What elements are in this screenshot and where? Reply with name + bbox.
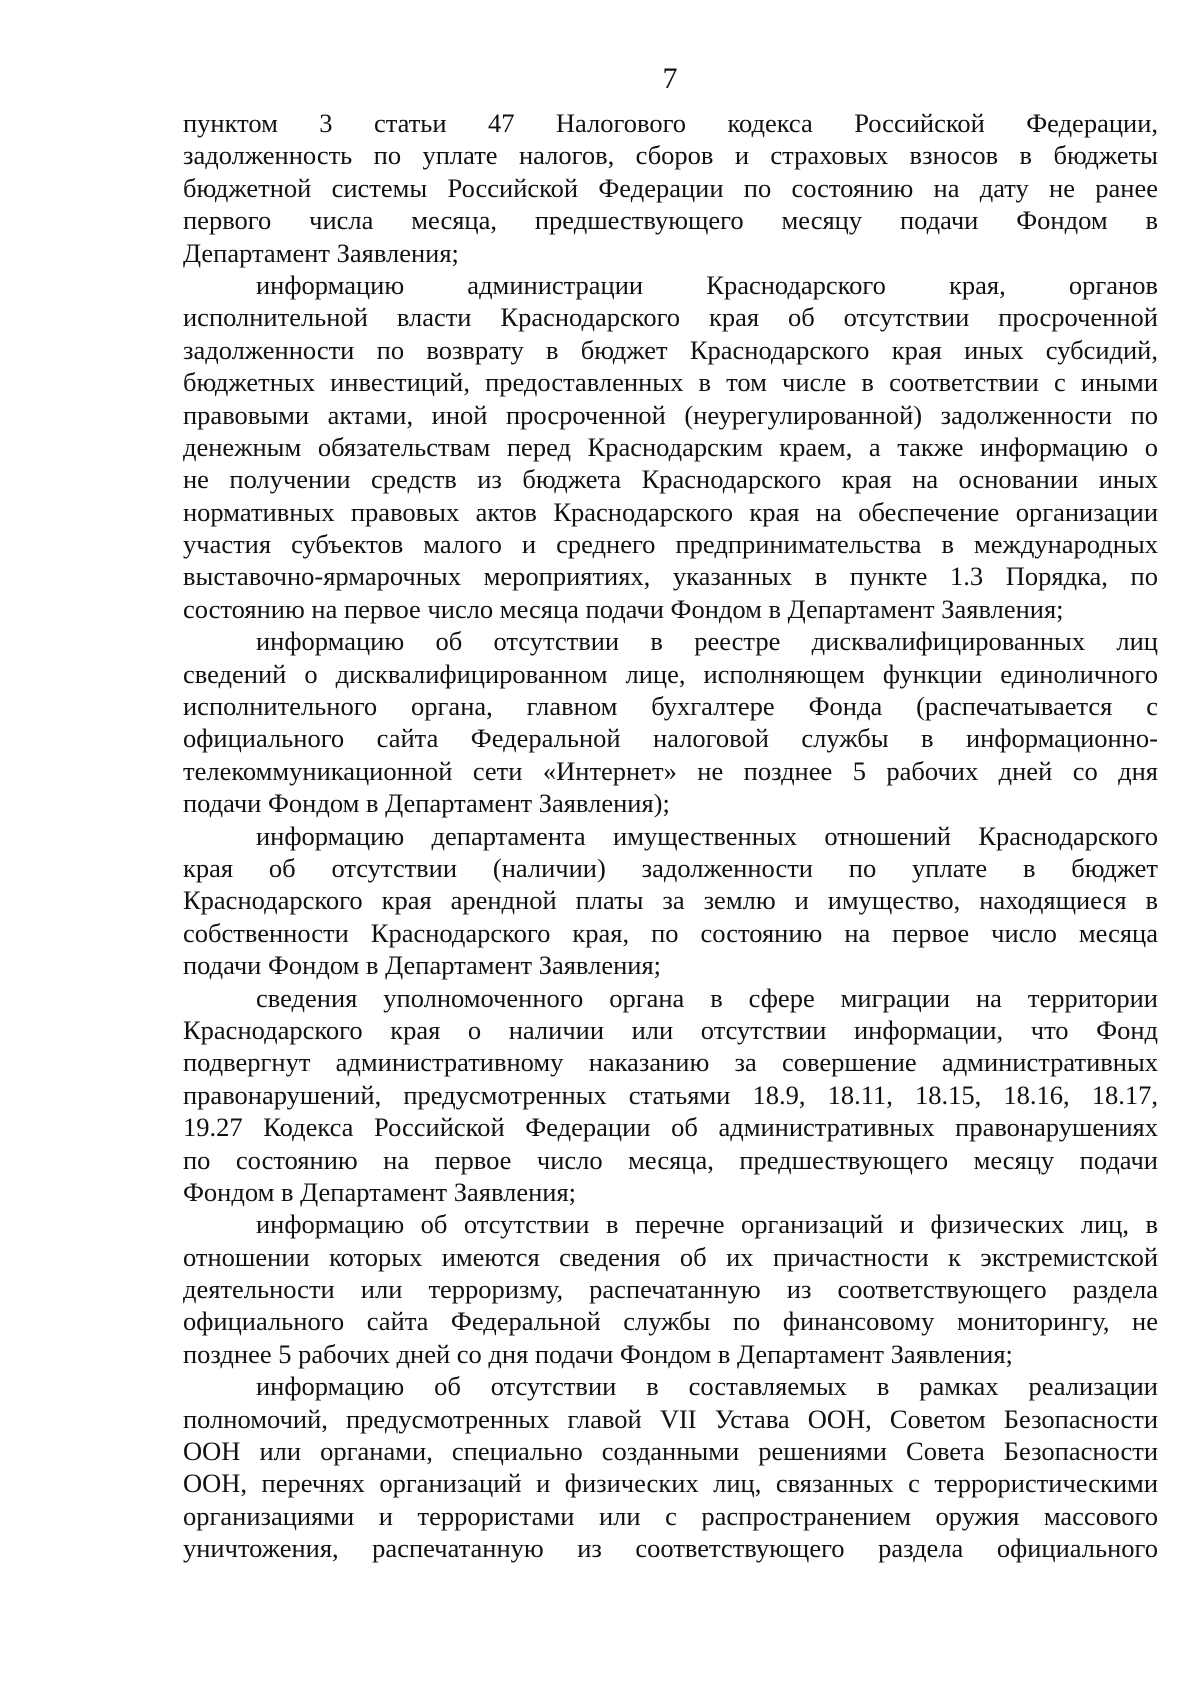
text-line: Департамент Заявления; — [183, 237, 459, 268]
text-line: организациями и террористами или с распространением оружия массового — [183, 1500, 1158, 1531]
document-body — [183, 107, 1158, 1565]
text-line: состоянию на первое число месяца подачи Фондом в Департамент Заявления; — [183, 593, 1064, 624]
text-line: телекоммуникационной сети «Интернет» не позднее 5 рабочих дней со дня — [183, 755, 1158, 786]
text-line: первого числа месяца, предшествующего месяцу подачи Фондом в — [183, 205, 1158, 236]
text-line: края об отсутствии (наличии) задолженности по уплате в бюджет — [183, 852, 1158, 883]
text-line: полномочий, предусмотренных главой VII Устава ООН, Советом Безопасности — [183, 1403, 1158, 1434]
text-line: деятельности или терроризму, распечатанную из соответствующего раздела — [183, 1274, 1158, 1305]
text-line: выставочно-ярмарочных мероприятиях, указанных в пункте 1.3 Порядка, по — [183, 561, 1158, 592]
page-number: 7 — [662, 62, 678, 95]
text-line: собственности Краснодарского края, по состоянию на первое число месяца — [183, 917, 1158, 948]
text-line: задолженности по возврату в бюджет Краснодарского края иных субсидий, — [183, 334, 1158, 365]
paragraph-first-line: информацию об отсутствии в перечне организаций и физических лиц, в — [256, 1209, 1158, 1240]
text-line: правонарушений, предусмотренных статьями 18.9, 18.11, 18.15, 18.16, 18.17, — [183, 1079, 1158, 1110]
text-line: исполнительной власти Краснодарского края об отсутствии просроченной — [183, 302, 1158, 333]
text-line: Фондом в Департамент Заявления; — [183, 1176, 577, 1207]
text-line: отношении которых имеются сведения об их причастности к экстремистской — [183, 1241, 1158, 1272]
paragraph-first-line: информацию администрации Краснодарского края, органов — [256, 269, 1158, 300]
text-line: денежным обязательствам перед Краснодарским краем, а также информацию о — [183, 431, 1158, 462]
text-line: участия субъектов малого и среднего предпринимательства в международных — [183, 529, 1158, 560]
text-line: нормативных правовых актов Краснодарского края на обеспечение организации — [183, 496, 1158, 527]
text-line: задолженность по уплате налогов, сборов и страховых взносов в бюджеты — [183, 140, 1158, 171]
paragraph-first-line: информацию об отсутствии в реестре дисквалифицированных лиц — [256, 626, 1158, 657]
text-line: подачи Фондом в Департамент Заявления; — [183, 950, 661, 981]
text-line: ООН, перечнях организаций и физических лиц, связанных с террористическими — [183, 1468, 1158, 1499]
text-line: бюджетных инвестиций, предоставленных в том числе в соответствии с иными — [183, 367, 1158, 398]
text-line: подачи Фондом в Департамент Заявления); — [183, 788, 670, 819]
text-line: позднее 5 рабочих дней со дня подачи Фондом в Департамент Заявления; — [183, 1338, 1013, 1369]
text-line: исполнительного органа, главном бухгалтере Фонда (распечатывается с — [183, 691, 1158, 722]
text-line: официального сайта Федеральной службы по финансовому мониторингу, не — [183, 1306, 1158, 1337]
text-line: правовыми актами, иной просроченной (неурегулированной) задолженности по — [183, 399, 1158, 430]
paragraph-first-line: информацию департамента имущественных отношений Краснодарского — [256, 820, 1158, 851]
text-line: сведений о дисквалифицированном лице, исполняющем функции единоличного — [183, 658, 1158, 689]
text-line: Краснодарского края о наличии или отсутствии информации, что Фонд — [183, 1014, 1158, 1045]
text-line: уничтожения, распечатанную из соответствующего раздела официального — [183, 1533, 1158, 1564]
text-line: бюджетной системы Российской Федерации по состоянию на дату не ранее — [183, 172, 1158, 203]
text-line: по состоянию на первое число месяца, предшествующего месяцу подачи — [183, 1144, 1158, 1175]
paragraph-first-line: сведения уполномоченного органа в сфере миграции на территории — [256, 982, 1158, 1013]
text-line: подвергнут административному наказанию за совершение административных — [183, 1047, 1158, 1078]
text-line: официального сайта Федеральной налоговой службы в информационно- — [183, 723, 1158, 754]
text-line: Краснодарского края арендной платы за землю и имущество, находящиеся в — [183, 885, 1158, 916]
text-line: ООН или органами, специально созданными решениями Совета Безопасности — [183, 1436, 1158, 1467]
text-line: пунктом 3 статьи 47 Налогового кодекса Российской Федерации, — [183, 108, 1158, 138]
text-line: не получении средств из бюджета Краснодарского края на основании иных — [183, 464, 1158, 495]
paragraph-first-line: информацию об отсутствии в составляемых в рамках реализации — [256, 1371, 1158, 1402]
text-line: 19.27 Кодекса Российской Федерации об административных правонарушениях — [183, 1112, 1158, 1143]
